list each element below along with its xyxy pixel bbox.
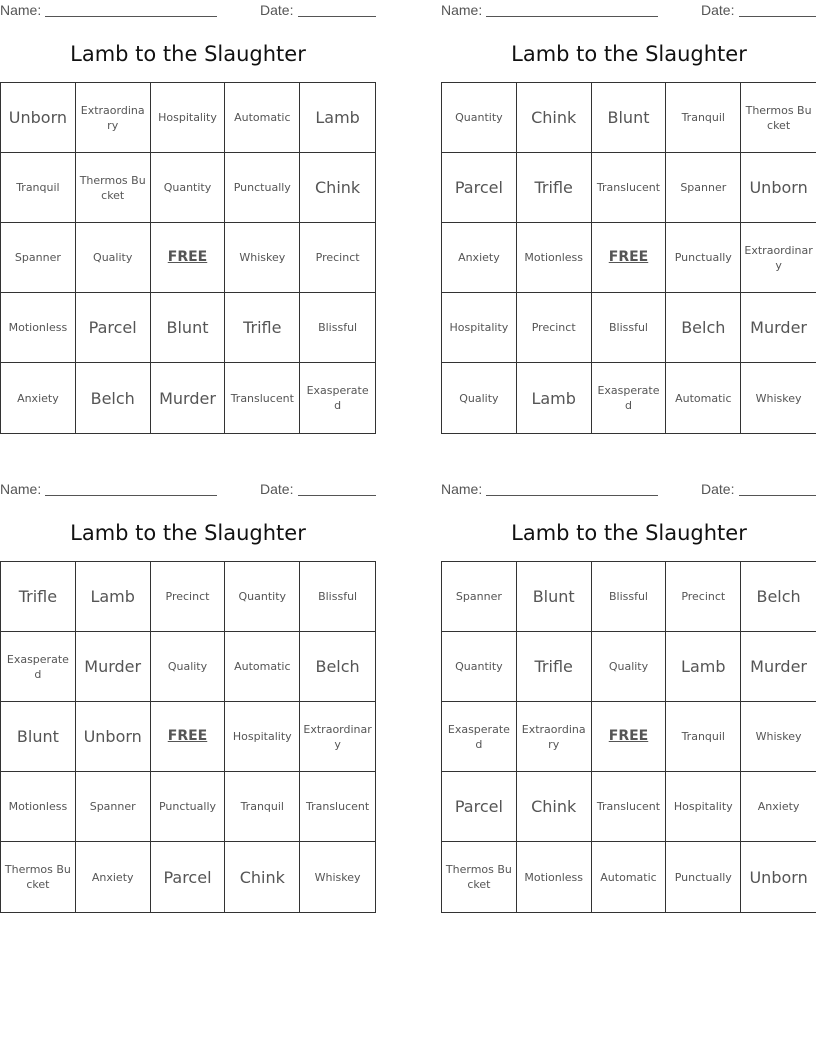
bingo-cell[interactable]: Extraordinary (76, 83, 151, 153)
bingo-cell[interactable]: Quantity (442, 632, 517, 702)
name-field[interactable] (486, 495, 658, 496)
bingo-cell[interactable]: Extraordinary (741, 223, 816, 293)
bingo-cell[interactable]: Motionless (517, 842, 592, 912)
bingo-cell[interactable]: Unborn (741, 153, 816, 223)
bingo-cell[interactable]: Whiskey (314, 870, 361, 884)
bingo-cell[interactable]: Anxiety (76, 842, 151, 912)
bingo-cell[interactable]: Quality (151, 632, 226, 702)
bingo-cell[interactable]: Parcel (151, 842, 226, 912)
free-space-cell[interactable]: FREE (151, 702, 226, 772)
bingo-cell[interactable]: Chink (517, 83, 592, 153)
name-label: Name: (0, 2, 42, 18)
bingo-cell[interactable]: Lamb (666, 632, 741, 702)
bingo-cell[interactable]: Blissful (592, 293, 667, 363)
bingo-cell[interactable]: Tranquil (666, 83, 741, 153)
bingo-cell[interactable]: Exasperated (306, 384, 369, 412)
name-label: Name: (441, 481, 483, 497)
bingo-cell[interactable]: Chink (517, 772, 592, 842)
bingo-cell[interactable]: Lamb (76, 562, 151, 632)
date-field[interactable] (298, 495, 376, 496)
bingo-card (441, 479, 816, 919)
bingo-cell[interactable]: Blissful (592, 562, 667, 632)
card-header (441, 481, 816, 499)
name-field[interactable] (45, 16, 217, 17)
bingo-cell[interactable]: Automatic (666, 363, 741, 433)
name-label: Name: (441, 2, 483, 18)
bingo-card (0, 479, 376, 919)
bingo-cell[interactable]: Chink (300, 153, 375, 223)
bingo-cell[interactable]: Precinct (666, 562, 741, 632)
bingo-cell[interactable]: Blunt (592, 83, 667, 153)
bingo-cell[interactable]: Murder (151, 363, 226, 433)
bingo-cell[interactable]: Punctually (225, 153, 300, 223)
bingo-cell[interactable]: Extraordinary (300, 702, 375, 772)
bingo-cell[interactable]: Translucent (592, 153, 667, 223)
bingo-cell[interactable]: Murder (76, 632, 151, 702)
bingo-cell[interactable]: Blissful (300, 562, 375, 632)
bingo-cell[interactable]: Automatic (225, 632, 300, 702)
date-label: Date: (260, 2, 294, 18)
bingo-cell[interactable]: Precinct (517, 293, 592, 363)
bingo-cell[interactable]: Trifle (517, 153, 592, 223)
bingo-cell[interactable]: Belch (300, 632, 375, 702)
date-field[interactable] (298, 16, 376, 17)
date-label: Date: (701, 481, 735, 497)
bingo-cell[interactable]: Motionless (1, 293, 76, 363)
name-field[interactable] (45, 495, 217, 496)
name-label: Name: (0, 481, 42, 497)
bingo-grid (0, 561, 376, 913)
bingo-cell[interactable]: Blunt (1, 702, 76, 772)
bingo-cell[interactable]: Belch (76, 363, 151, 433)
date-field[interactable] (739, 16, 816, 17)
bingo-cell[interactable]: Spanner (442, 562, 517, 632)
bingo-cell[interactable]: Quantity (442, 83, 517, 153)
bingo-cell[interactable]: Quantity (225, 562, 300, 632)
bingo-cell[interactable]: Thermos Bucket (741, 83, 816, 153)
bingo-cell[interactable]: Translucent (300, 772, 375, 842)
card-header (0, 481, 376, 499)
bingo-cell[interactable]: Unborn (76, 702, 151, 772)
bingo-cell[interactable]: Chink (225, 842, 300, 912)
bingo-cell[interactable]: Lamb (300, 83, 375, 153)
bingo-cell[interactable]: Murder (741, 632, 816, 702)
card-title: Lamb to the Slaughter (511, 42, 747, 66)
bingo-cell[interactable]: Hospitality (666, 772, 741, 842)
bingo-cell[interactable]: Whiskey (755, 391, 802, 405)
bingo-cell[interactable]: Precinct (151, 562, 226, 632)
bingo-cell[interactable]: Murder (741, 293, 816, 363)
bingo-cell[interactable]: Blissful (300, 293, 375, 363)
bingo-cell[interactable]: Tranquil (666, 702, 741, 772)
bingo-grid (441, 82, 816, 434)
bingo-cell[interactable]: Quantity (151, 153, 226, 223)
name-field[interactable] (486, 16, 658, 17)
bingo-cell[interactable]: Automatic (225, 83, 300, 153)
bingo-cell[interactable]: Motionless (517, 223, 592, 293)
bingo-cell[interactable]: Translucent (225, 363, 300, 433)
bingo-cell[interactable]: Anxiety (1, 363, 76, 433)
bingo-cell[interactable]: Unborn (749, 867, 808, 887)
date-label: Date: (701, 2, 735, 18)
bingo-cell[interactable]: Whiskey (741, 702, 816, 772)
bingo-cell[interactable]: Quality (592, 632, 667, 702)
bingo-cell[interactable]: Spanner (666, 153, 741, 223)
bingo-card (0, 0, 376, 440)
bingo-grid (0, 82, 376, 434)
bingo-cell[interactable]: Punctually (666, 223, 741, 293)
bingo-cell[interactable]: Punctually (151, 772, 226, 842)
bingo-cell[interactable]: Spanner (76, 772, 151, 842)
bingo-cell[interactable]: Thermos Bucket (76, 153, 151, 223)
bingo-cell[interactable]: Hospitality (151, 83, 226, 153)
card-title: Lamb to the Slaughter (70, 42, 306, 66)
bingo-cell[interactable]: Trifle (517, 632, 592, 702)
bingo-cell[interactable]: Extraordinary (517, 702, 592, 772)
bingo-cell[interactable]: Trifle (225, 293, 300, 363)
bingo-cell[interactable]: Anxiety (442, 223, 517, 293)
bingo-cell[interactable]: Exasperated (1, 632, 76, 702)
bingo-cell[interactable]: Parcel (442, 153, 517, 223)
bingo-cell[interactable]: Hospitality (442, 293, 517, 363)
bingo-cell[interactable]: Exasperated (592, 363, 667, 433)
card-title: Lamb to the Slaughter (511, 521, 747, 545)
bingo-cell[interactable]: Hospitality (225, 702, 300, 772)
bingo-cell[interactable]: Motionless (1, 772, 76, 842)
card-header (441, 2, 816, 20)
bingo-cell[interactable]: Blunt (151, 293, 226, 363)
bingo-cell[interactable]: Belch (741, 562, 816, 632)
bingo-cell[interactable]: Automatic (592, 842, 667, 912)
bingo-cell[interactable]: Thermos Bucket (442, 842, 517, 912)
free-space-cell[interactable]: FREE (592, 223, 667, 293)
bingo-card (441, 0, 816, 440)
bingo-cell[interactable]: Blunt (517, 562, 592, 632)
bingo-cell[interactable]: Parcel (442, 772, 517, 842)
free-space-cell[interactable]: FREE (151, 223, 226, 293)
date-label: Date: (260, 481, 294, 497)
bingo-cell[interactable]: Spanner (1, 223, 76, 293)
bingo-cell[interactable]: Parcel (76, 293, 151, 363)
bingo-cell[interactable]: Tranquil (225, 772, 300, 842)
bingo-cell[interactable]: Thermos Bucket (1, 842, 76, 912)
card-title: Lamb to the Slaughter (70, 521, 306, 545)
bingo-cell[interactable]: Lamb (517, 363, 592, 433)
bingo-cell[interactable]: Unborn (1, 83, 76, 153)
bingo-cell[interactable]: Anxiety (741, 772, 816, 842)
bingo-cell[interactable]: Belch (666, 293, 741, 363)
bingo-cell[interactable]: Tranquil (1, 153, 76, 223)
bingo-grid (441, 561, 816, 913)
bingo-cell[interactable]: Whiskey (225, 223, 300, 293)
bingo-cell[interactable]: Precinct (300, 223, 375, 293)
free-space-cell[interactable]: FREE (592, 702, 667, 772)
card-header (0, 2, 376, 20)
bingo-cell[interactable]: Trifle (1, 562, 76, 632)
bingo-cell[interactable]: Punctually (666, 842, 741, 912)
bingo-cell[interactable]: Translucent (592, 772, 667, 842)
bingo-cell[interactable]: Exasperated (442, 702, 517, 772)
bingo-cell[interactable]: Quality (442, 363, 517, 433)
date-field[interactable] (739, 495, 816, 496)
bingo-cell[interactable]: Quality (76, 223, 151, 293)
